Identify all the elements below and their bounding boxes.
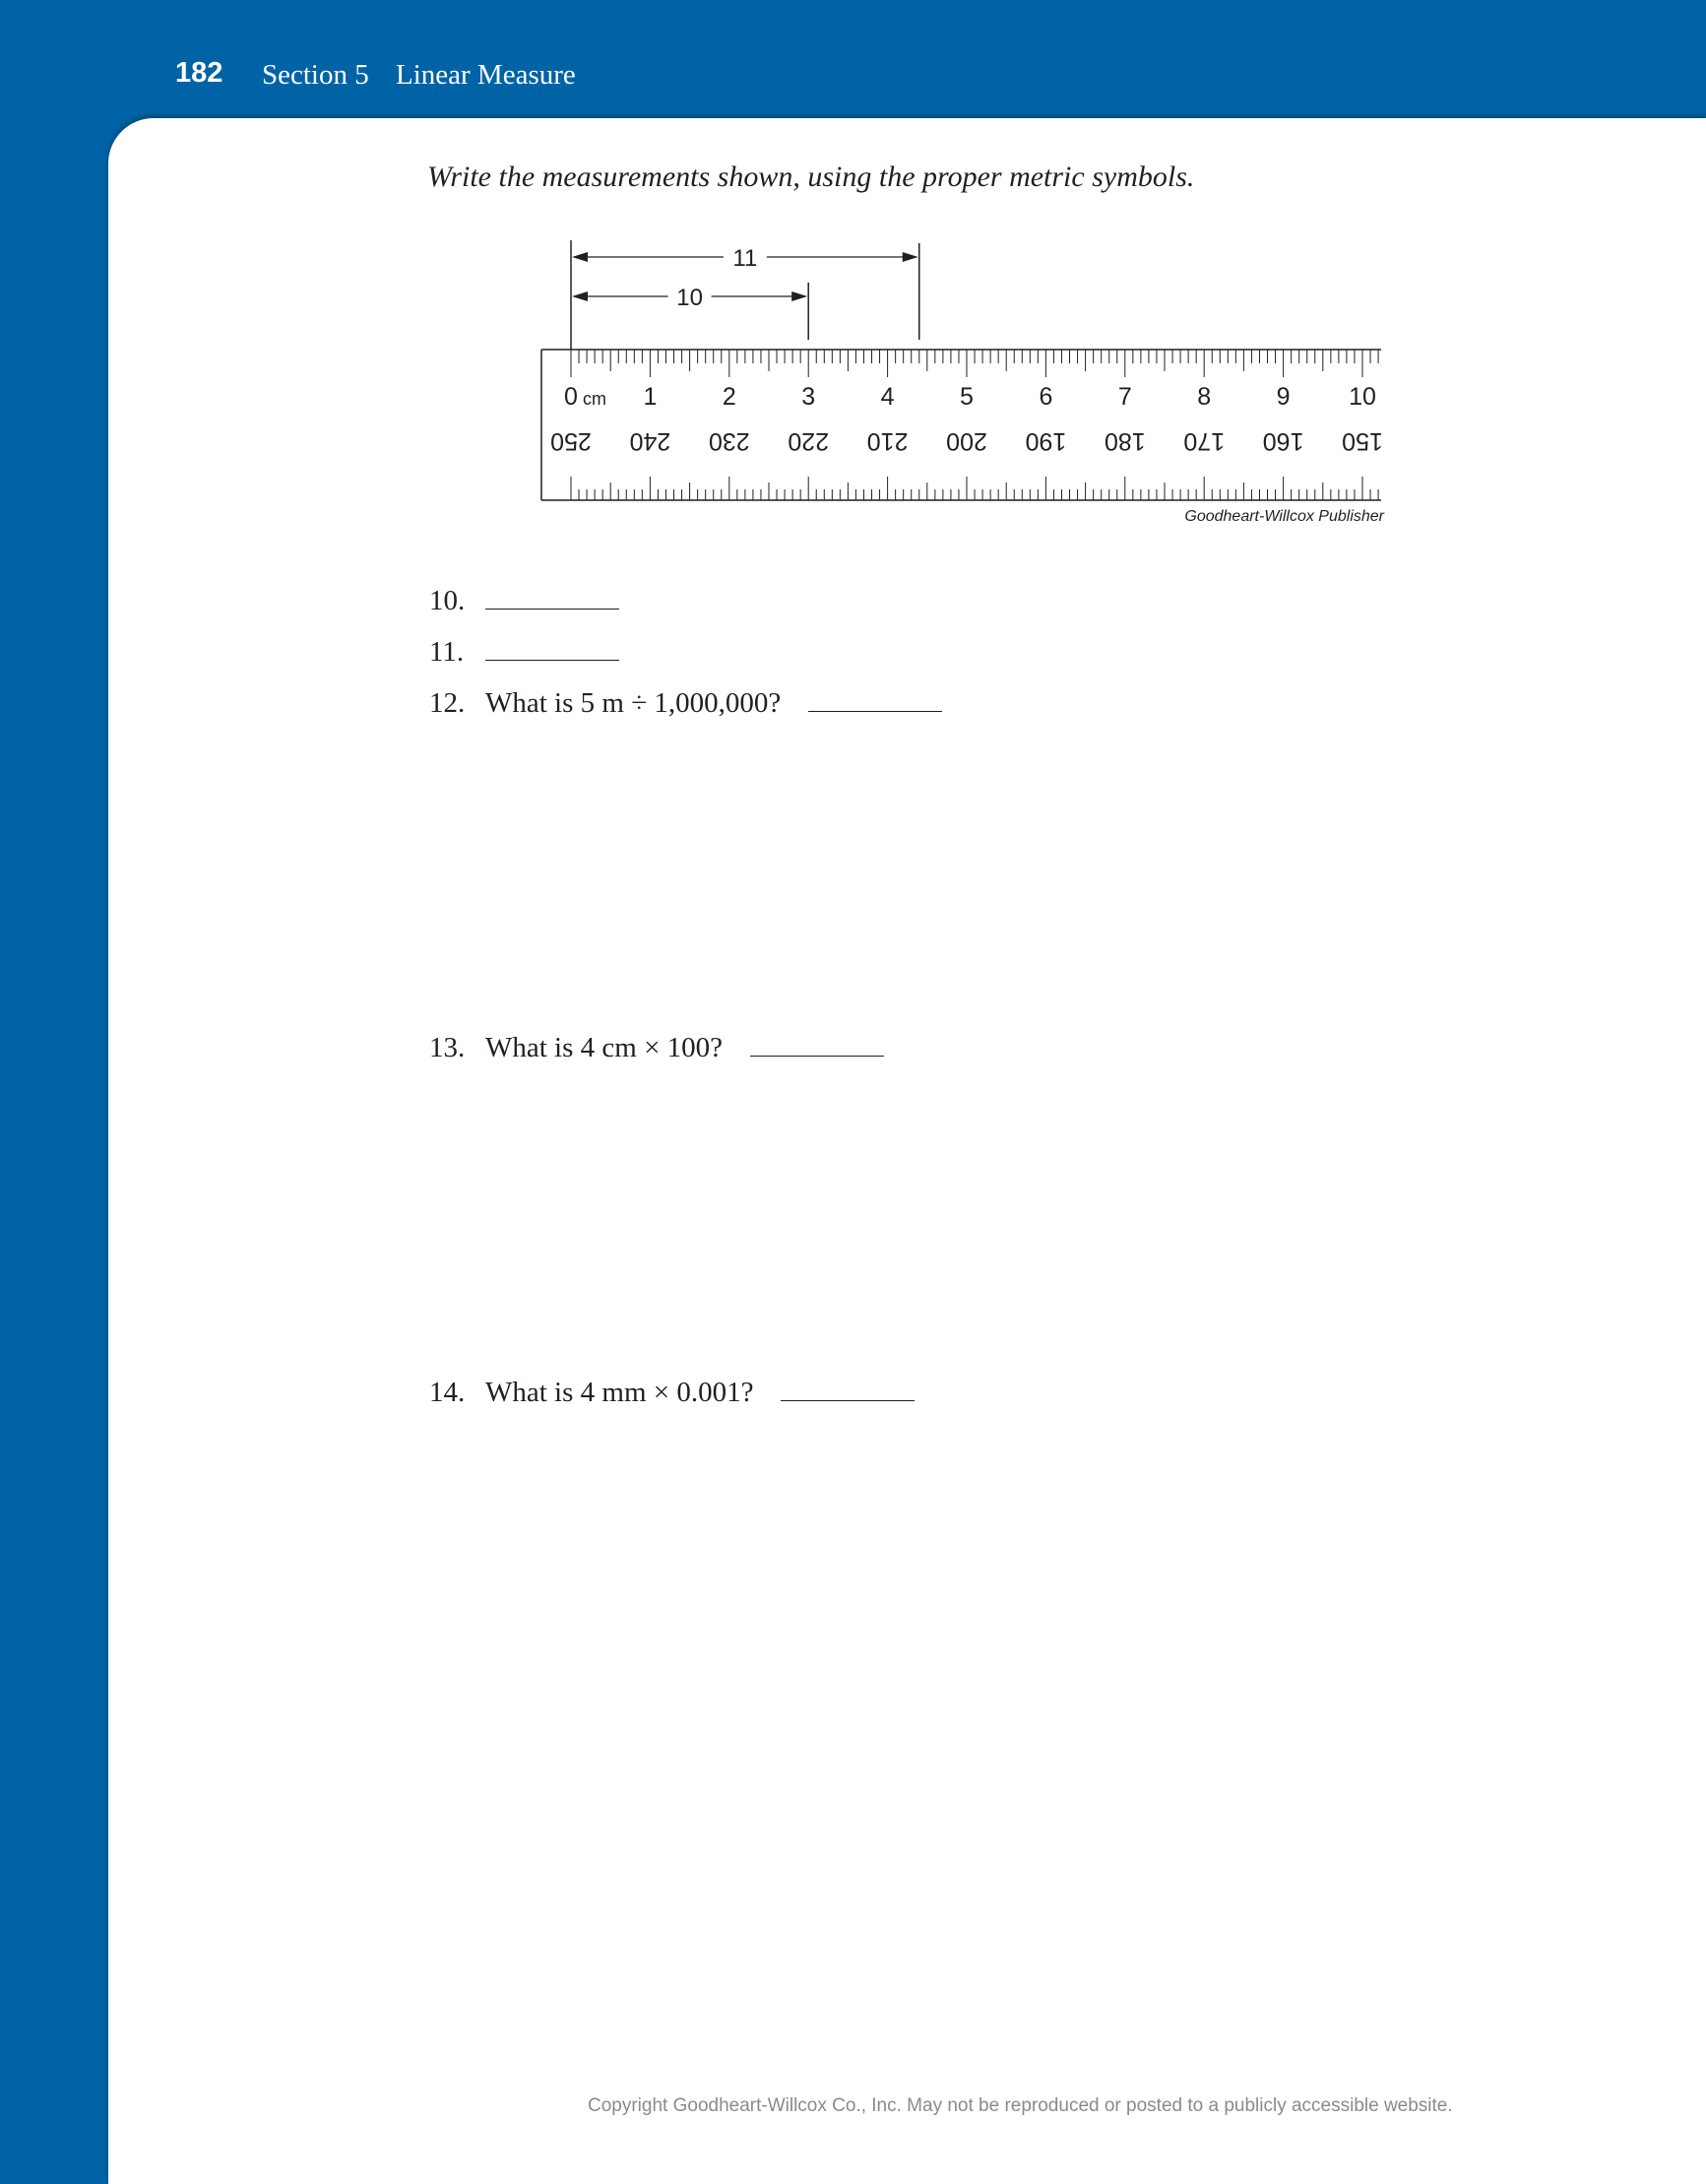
ruler-cm-label: 0 — [564, 383, 578, 411]
page-header — [0, 0, 1706, 118]
ruler-cm-label: 9 — [1276, 383, 1291, 411]
answer-blank-10[interactable] — [485, 583, 619, 610]
dimension-arrowhead — [903, 252, 918, 262]
ruler-cm-label: 5 — [960, 383, 974, 411]
ruler-mm-label: 240 — [629, 427, 671, 455]
figure-credit: Goodheart-Willcox Publisher — [1184, 508, 1384, 525]
question-text: What is 5 m ÷ 1,000,000? — [485, 687, 782, 719]
ruler-mm-label: 220 — [788, 427, 830, 455]
question-text: What is 4 mm × 0.001? — [485, 1377, 754, 1408]
question-number: 10. — [429, 585, 466, 616]
ruler-cm-label: 8 — [1197, 383, 1212, 411]
ruler-cm-label: 3 — [801, 383, 816, 411]
dimension-label: 11 — [732, 245, 758, 272]
answer-blank-14[interactable] — [781, 1375, 915, 1401]
ruler-cm-label: 1 — [643, 383, 658, 411]
copyright-footer: Copyright Goodheart-Willcox Co., Inc. May not be reproduced or posted to a publicly accessible website. — [588, 2095, 1453, 2116]
ruler-mm-label: 200 — [946, 427, 987, 455]
ruler-mm-label: 190 — [1025, 427, 1067, 455]
question-13 — [429, 1030, 884, 1064]
page-number: 182 — [175, 57, 223, 89]
ruler-mm-label: 170 — [1183, 427, 1226, 455]
question-number: 12. — [429, 687, 466, 719]
section-label: Section 5 — [262, 59, 369, 91]
ruler-mm-label: 250 — [550, 427, 592, 455]
ruler-mm-label: 150 — [1342, 427, 1383, 455]
answer-blank-11[interactable] — [485, 634, 619, 661]
question-number: 11. — [429, 636, 465, 668]
question-number: 14. — [429, 1377, 466, 1408]
ruler-mm-label: 230 — [708, 427, 750, 455]
ruler-cm-label: 10 — [1349, 383, 1376, 411]
ruler-mm-label: 210 — [866, 427, 909, 455]
ruler-mm-label: 180 — [1104, 427, 1146, 455]
dimension-arrowhead — [572, 252, 588, 262]
section-title: Linear Measure — [396, 59, 576, 91]
dimension-label: 10 — [676, 285, 703, 311]
question-10 — [429, 583, 619, 617]
question-14 — [429, 1375, 915, 1409]
ruler-unit-label: cm — [583, 389, 606, 409]
ruler-cm-label: 7 — [1117, 383, 1132, 411]
ruler-cm-label: 6 — [1039, 383, 1053, 411]
dimension-arrowhead — [572, 291, 588, 301]
answer-blank-12[interactable] — [808, 685, 942, 712]
question-text: What is 4 cm × 100? — [485, 1032, 724, 1063]
ruler-mm-label: 160 — [1262, 427, 1304, 455]
instructions-text: Write the measurements shown, using the proper metric symbols. — [427, 161, 1195, 193]
metric-ruler-figure — [532, 232, 1398, 513]
dimension-arrowhead — [791, 291, 807, 301]
ruler-cm-label: 4 — [880, 383, 895, 411]
question-11 — [429, 634, 619, 669]
ruler-cm-label: 2 — [722, 383, 736, 411]
question-12 — [429, 685, 942, 720]
answer-blank-13[interactable] — [750, 1030, 884, 1057]
question-number: 13. — [429, 1032, 466, 1063]
